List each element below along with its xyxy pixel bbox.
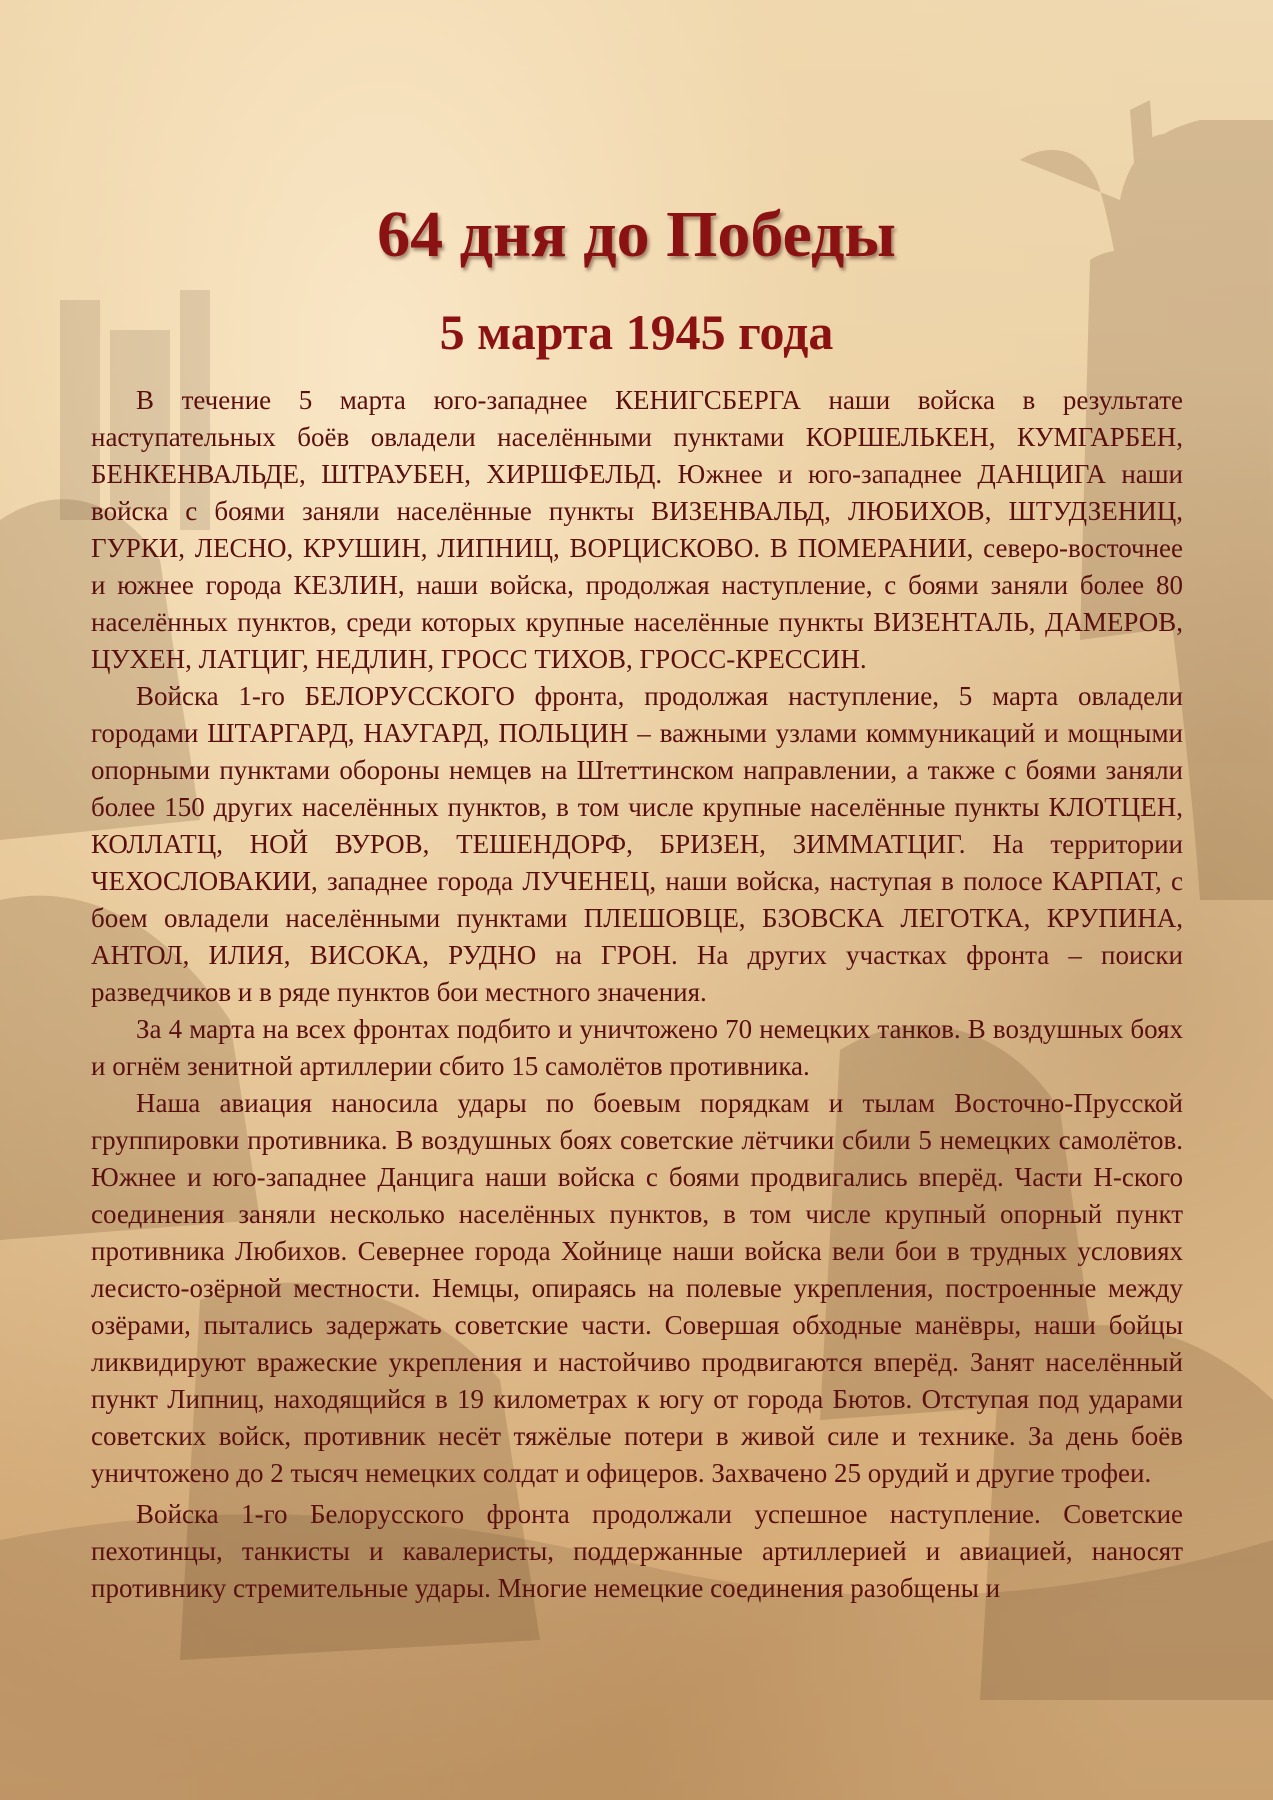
paragraph: В течение 5 марта юго-западнее КЕНИГСБЕРГА наши войска в результате наступательных боёв овладели населёнными пунктами КОРШЕЛЬКЕН, КУМГАРБЕН, БЕНКЕНВАЛЬДЕ, ШТРАУБЕН, ХИРШФЕЛЬД. Южнее и юго-западнее ДАНЦИГА наши войска с боями заняли населённые пункты ВИЗЕНВАЛЬД, ЛЮБИХОВ, ШТУДЗЕНИЦ, ГУРКИ, ЛЕСНО, КРУШИН, ЛИПНИЦ, ВОРЦИСКОВО. В ПОМЕРАНИИ, северо-восточнее и южнее города КЕЗЛИН, наши войска, продолжая наступление, с боями заняли более 80 населённых пунктов, среди которых крупные населённые пункты ВИЗЕНТАЛЬ, ДАМЕРОВ, ЦУХЕН, ЛАТЦИГ, НЕДЛИН, ГРОСС ТИХОВ, ГРОСС-КРЕССИН.: [91, 385, 1183, 674]
paragraph: Наша авиация наносила удары по боевым порядкам и тылам Восточно-Прусской группировки противника. В воздушных боях советские лётчики сбили 5 немецких самолётов. Южнее и юго-западнее Данцига наши войска с боями продвигались вперёд. Части Н-ского соединения заняли несколько населённых пунктов, в том числе крупный опорный пункт противника Любихов. Севернее города Хойнице наши войска вели бои в трудных условиях лесисто-озёрной местности. Немцы, опираясь на полевые укрепления, построенные между озёрами, пытались задержать советские части. Совершая обходные манёвры, наши бойцы ликвидируют вражеские укрепления и настойчиво продвигаются вперёд. Занят населённый пункт Липниц, находящийся в 19 километрах к югу от города Бютов. Отступая под ударами советских войск, противник несёт тяжёлые потери в живой силе и технике. За день боёв уничтожено до 2 тысяч немецких солдат и офицеров. Захвачено 25 орудий и другие трофеи.: [91, 1088, 1183, 1488]
paragraph: Войска 1-го Белорусского фронта продолжали успешное наступление. Советские пехотинцы, танкисты и кавалеристы, поддержанные артиллерией и авиацией, наносят противнику стремительные удары. Многие немецкие соединения разобщены и: [91, 1499, 1183, 1603]
paragraph: Войска 1-го БЕЛОРУССКОГО фронта, продолжая наступление, 5 марта овладели городами ШТАРГАРД, НАУГАРД, ПОЛЬЦИН – важными узлами коммуникаций и мощными опорными пунктами обороны немцев на Штеттинском направлении, а также с боями заняли более 150 других населённых пунктов, в том числе крупные населённые пункты КЛОТЦЕН, КОЛЛАТЦ, НОЙ ВУРОВ, ТЕШЕНДОРФ, БРИЗЕН, ЗИММАТЦИГ. На территории ЧЕХОСЛОВАКИИ, западнее города ЛУЧЕНЕЦ, наши войска, наступая в полосе КАРПАТ, с боем овладели населёнными пунктами ПЛЕШОВЦЕ, БЗОВСКА ЛЕГОТКА, КРУПИНА, АНТОЛ, ИЛИЯ, ВИСОКА, РУДНО на ГРОН. На других участках фронта – поиски разведчиков и в ряде пунктов бои местного значения.: [91, 681, 1183, 1007]
paragraph: За 4 марта на всех фронтах подбито и уничтожено 70 немецких танков. В воздушных боях и огнём зенитной артиллерии сбито 15 самолётов противника.: [91, 1014, 1183, 1081]
date-subtitle: 5 марта 1945 года: [439, 304, 834, 360]
page-title: 64 дня до Победы: [377, 198, 896, 271]
article-body: [91, 382, 1183, 1607]
